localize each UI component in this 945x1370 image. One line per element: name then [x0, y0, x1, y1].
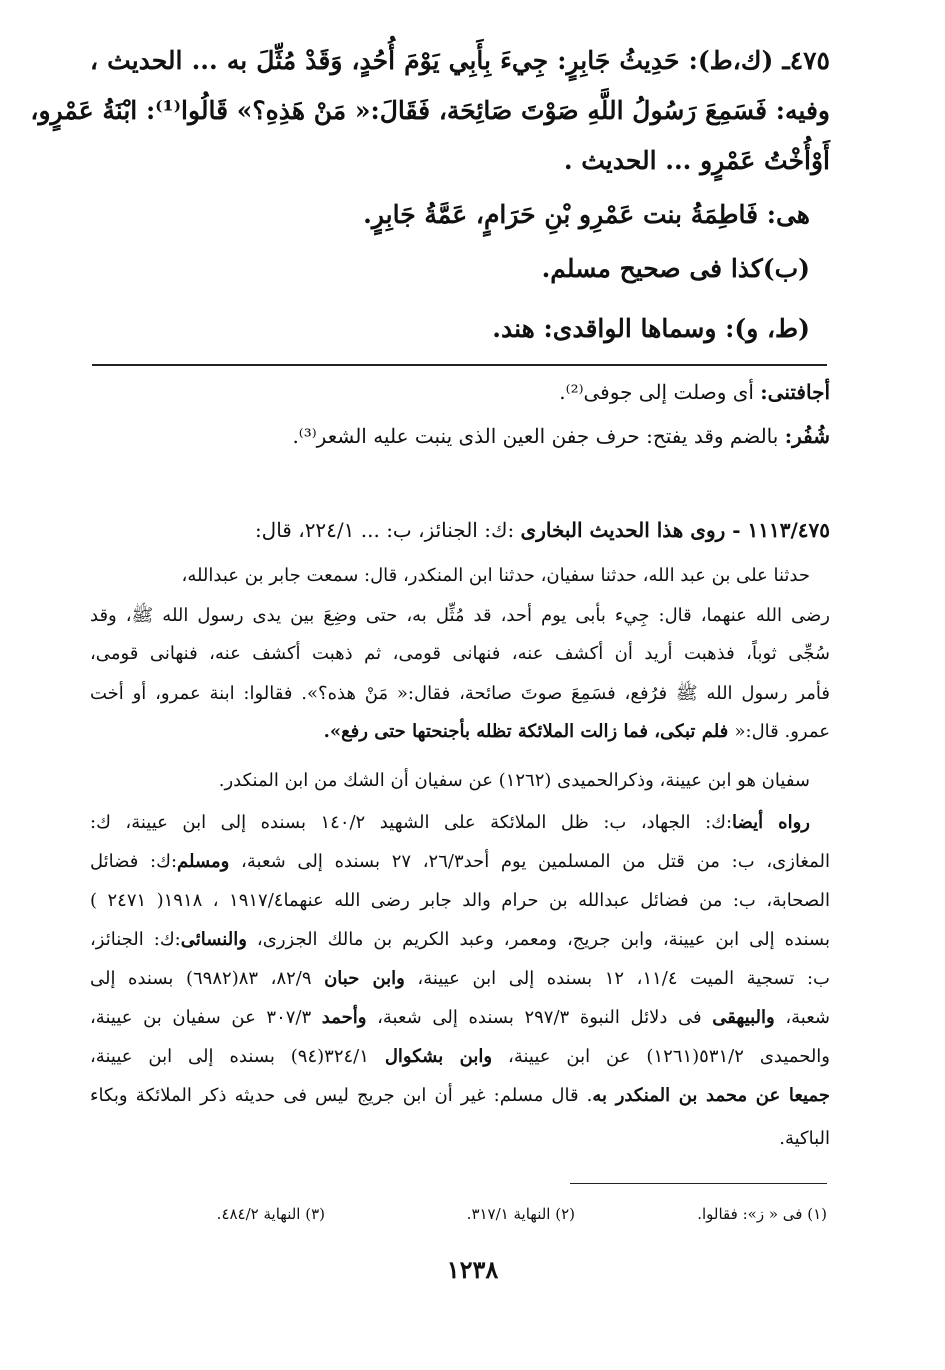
- narrator-name: وأحمد: [321, 1007, 367, 1028]
- also-narrated-line: [90, 1007, 830, 1028]
- narrator-name: وابن بشكوال: [384, 1046, 493, 1067]
- hadith-heading-source: :ك: الجنائز، ب: ... ٢٢٤/١، قال:: [254, 518, 521, 542]
- citation-text: الباكية.: [779, 1128, 830, 1149]
- entry-line-5: (ب)كذا فى صحيح مسلم.: [541, 254, 810, 283]
- narrator-name: ومسلم: [177, 851, 230, 872]
- hadith-quote-intro: عمرو. قال:«: [734, 721, 830, 742]
- citation-text: :ك: فضائل: [90, 851, 178, 872]
- footnote-2: (٢) النهاية ٣١٧/١.: [466, 1205, 575, 1223]
- narrator-name: جميعا عن محمد بن المنكدر به: [592, 1085, 830, 1106]
- also-narrated-line: [90, 968, 830, 989]
- hadith-text-line: [90, 721, 830, 742]
- citation-text: . قال مسلم: غير أن ابن جريج ليس فى حديثه ذكر الملائكة وبكاء: [90, 1085, 593, 1106]
- hadith-text-line: فأمر رسول الله ﷺ فرُفع، فسَمِعَ صوتَ صائحة، فقال:« مَنْ هذه؟». فقالوا: ابنة عمرو، أو أخت: [90, 683, 830, 704]
- also-narrated-line: [90, 1085, 830, 1106]
- citation-text: :ك: الجهاد، ب: ظل الملائكة على الشهيد ١٤٠/٢ بسنده إلى ابن عيينة، ك:: [90, 812, 733, 833]
- hadith-heading: [90, 518, 830, 542]
- also-narrated-line: [90, 851, 830, 872]
- page-number: ١٢٣٨: [446, 1255, 499, 1284]
- entry-line-3: أَوْأُخْتُ عَمْرٍو ... الحديث .: [563, 146, 830, 175]
- also-narrated-line: [90, 929, 830, 950]
- entry-line-2: وفيه: فَسَمِعَ رَسُولُ اللَّهِ صَوْتَ صَائِحَة، فَقَالَ:« مَنْ هَذِهِ؟» قَالُوا⁽¹⁾: ابْنَةُ عَمْرٍو،: [30, 96, 830, 125]
- citation-text: المغازى، ب: من قتل من المسلمين يوم أحد٢٦/٣، ٢٧ بسنده إلى شعبة،: [229, 851, 831, 872]
- narrator-name: وابن حبان: [324, 968, 405, 989]
- footnote-3: (٣) النهاية ٤٨٤/٢.: [216, 1205, 325, 1223]
- gloss-text: بالضم وقد يفتح: حرف جفن العين الذى ينبت عليه الشعر⁽³⁾.: [292, 424, 785, 448]
- also-narrated-line: [90, 1128, 830, 1149]
- entry-line-1: ٤٧٥ـ (ك،ط): حَدِيثُ جَابِرٍ: جِيءَ بِأَبِي يَوْمَ أُحُدٍ، وَقَدْ مُثِّلَ به ... الحديث ،: [90, 46, 830, 75]
- gloss-2: [90, 424, 830, 448]
- section-divider: [92, 364, 827, 366]
- hadith-text-line: حدثنا على بن عبد الله، حدثنا سفيان، حدثنا ابن المنكدر، قال: سمعت جابر بن عبدالله،: [181, 565, 810, 586]
- gloss-term: شُفُر:: [784, 424, 830, 448]
- gloss-text: أى وصلت إلى جوفى⁽²⁾.: [559, 380, 761, 404]
- citation-text: بسنده إلى ابن عيينة، وابن جريج، ومعمر، وعبد الكريم بن مالك الجزرى،: [246, 929, 830, 950]
- citation-text: :ك: الجنائز،: [90, 929, 181, 950]
- footnote-1: (١) فى « ز»: فقالوا.: [697, 1205, 827, 1223]
- entry-line-6: (ط، و): وسماها الواقدى: هند.: [492, 314, 810, 343]
- narrator-name: والبيهقى: [712, 1007, 775, 1028]
- also-narrated-line: [90, 890, 830, 911]
- citation-text: شعبة،: [774, 1007, 830, 1028]
- narrator-name: رواه أيضا: [732, 812, 810, 833]
- hadith-note: سفيان هو ابن عيينة، وذكرالحميدى (١٢٦٢) عن سفيان أن الشك من ابن المنكدر.: [218, 770, 810, 791]
- footnote-divider: [570, 1183, 827, 1184]
- also-narrated-line: [90, 1046, 830, 1067]
- hadith-text-line: رضى الله عنهما، قال: جِيء بأبى يوم أحد، قد مُثِّل به، حتى وضِعَ بين يدى رسول الله ﷺ، وقد: [90, 605, 830, 626]
- gloss-term: أجافتنى:: [760, 380, 830, 404]
- citation-text: فى دلائل النبوة ٢٩٧/٣ بسنده إلى شعبة،: [366, 1007, 713, 1028]
- hadith-quote: فلم تبكى، فما زالت الملائكة تظله بأجنحتها حتى رفع».: [323, 721, 735, 742]
- citation-text: ٣٢٤/١(٩٤) بسنده إلى ابن عيينة،: [90, 1046, 385, 1067]
- citation-text: والحميدى ٥٣١/٢(١٢٦١) عن ابن عيينة،: [492, 1046, 830, 1067]
- hadith-text-line: سُجِّى ثوباً، فذهبت أريد أن أكشف عنه، فنهانى قومى، ثم ذهبت أكشف عنه، فنهانى قومى،: [90, 643, 830, 664]
- citation-text: ٨٢/٩، ٨٣(٦٩٨٢) بسنده إلى: [90, 968, 325, 989]
- citation-text: ٣٠٧/٣ عن سفيان بن عيينة،: [90, 1007, 322, 1028]
- narrator-name: والنسائى: [180, 929, 247, 950]
- citation-text: الصحابة، ب: من فضائل عبدالله بن حرام والد جابر رضى الله عنهما١٩١٧/٤ ، ١٩١٨( ٢٤٧١ ): [90, 890, 831, 911]
- also-narrated-line: [90, 812, 810, 833]
- citation-text: ب: تسجية الميت ١١/٤، ١٢ بسنده إلى ابن عيينة،: [404, 968, 830, 989]
- gloss-1: [90, 380, 830, 404]
- hadith-heading-title: ١١١٣/٤٧٥ - روى هذا الحديث البخارى: [520, 518, 830, 542]
- entry-line-4: هى: فَاطِمَةُ بنت عَمْرِو بْنِ حَرَامٍ، عَمَّةُ جَابِرٍ.: [363, 200, 810, 229]
